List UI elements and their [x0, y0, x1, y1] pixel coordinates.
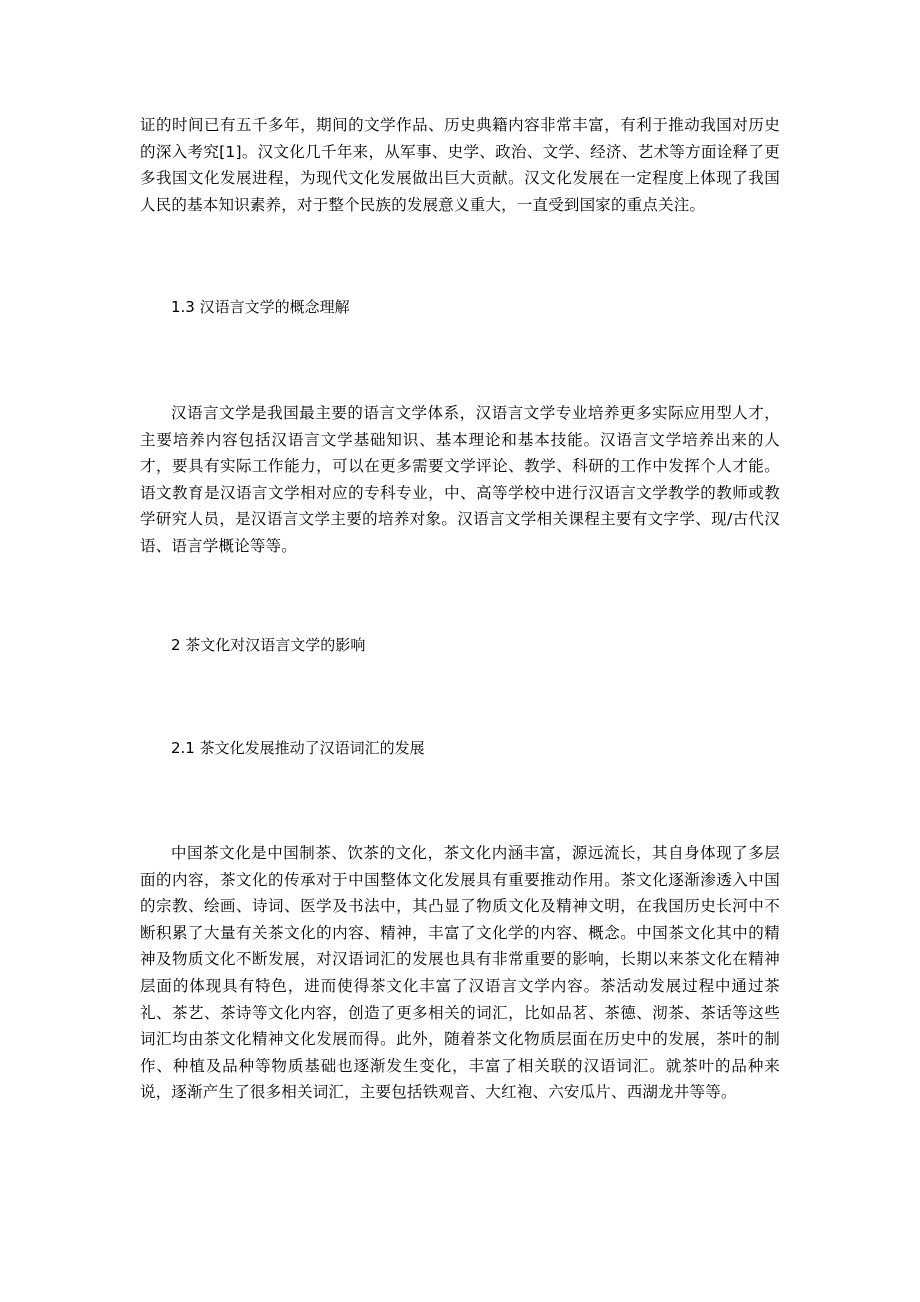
- section-heading-2-1: 2.1 茶文化发展推动了汉语词汇的发展: [171, 739, 425, 757]
- body-paragraph-2: 汉语言文学是我国最主要的语言文学体系，汉语言文学专业培养更多实际应用型人才，主要培养内容包括汉语言文学基础知识、基本理论和基本技能。汉语言文学培养出来的人才，要具有实际工作能力，可以在更多需要文学评论、教学、科研的工作中发挥个人才能。语文教育是汉语言文学相对应的专科专业，中、高等学校中进行汉语言文学教学的教师或教学研究人员，是汉语言文学主要的培养对象。汉语言文学相关课程主要有文字学、现/古代汉语、语言学概论等等。: [140, 404, 780, 555]
- section-heading-2: 2 茶文化对汉语言文学的影响: [171, 636, 366, 654]
- body-paragraph-3: 中国茶文化是中国制茶、饮茶的文化，茶文化内涵丰富，源远流长，其自身体现了多层面的内容，茶文化的传承对于中国整体文化发展具有重要推动作用。茶文化逐渐渗透入中国的宗教、绘画、诗词、医学及书法中，其凸显了物质文化及精神文明，在我国历史长河中不断积累了大量有关茶文化的内容、精神，丰富了文化学的内容、概念。中国茶文化其中的精神及物质文化不断发展，对汉语词汇的发展也具有非常重要的影响，长期以来茶文化在精神层面的体现具有特色，进而使得茶文化丰富了汉语言文学内容。茶活动发展过程中通过茶礼、茶艺、茶诗等文化内容，创造了更多相关的词汇，比如品茗、茶德、沏茶、茶话等这些词汇均由茶文化精神文化发展而得。此外，随着茶文化物质层面在历史中的发展，茶叶的制作、种植及品种等物质基础也逐渐发生变化，丰富了相关联的汉语词汇。就茶叶的品种来说，逐渐产生了很多相关词汇，主要包括铁观音、大红袍、六安瓜片、西湖龙井等等。: [140, 844, 780, 1102]
- body-paragraph-1: 证的时间已有五千多年，期间的文学作品、历史典籍内容非常丰富，有利于推动我国对历史的深入考究[1]。汉文化几千年来，从军事、史学、政治、文学、经济、艺术等方面诠释了更多我国文化发展进程，为现代文化发展做出巨大贡献。汉文化发展在一定程度上体现了我国人民的基本知识素养，对于整个民族的发展意义重大，一直受到国家的重点关注。: [140, 116, 780, 214]
- section-heading-1-3: 1.3 汉语言文学的概念理解: [171, 298, 350, 316]
